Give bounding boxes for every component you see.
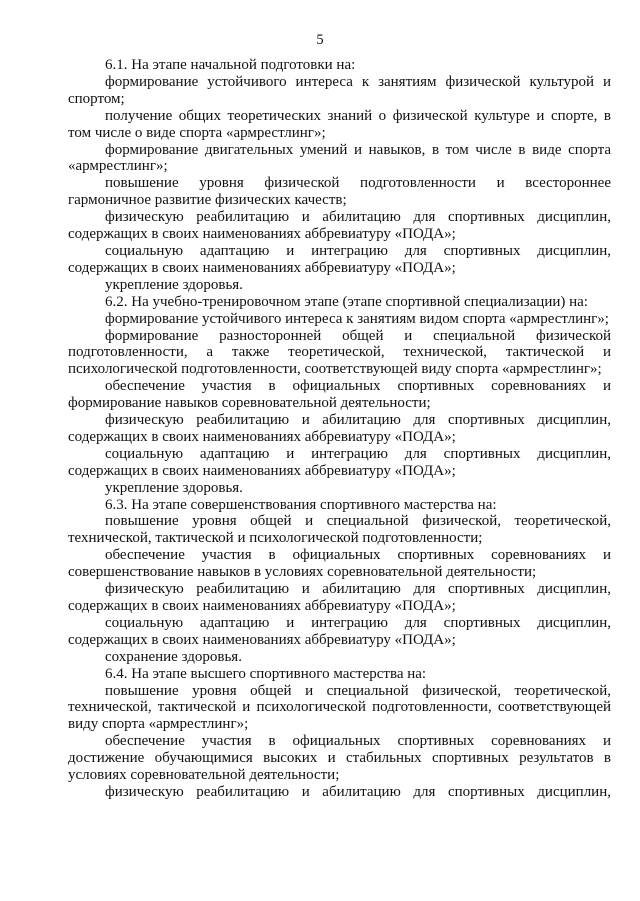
paragraph: 6.1. На этапе начальной подготовки на: [105, 57, 356, 73]
paragraph: 6.3. На этапе совершенствования спортивного мастерства на: [105, 496, 497, 513]
paragraph: формирование устойчивого интереса к занятиям видом спорта «армрестлинг»; [105, 310, 609, 327]
paragraph: формирование двигательных умений и навыков, в том числе в виде спорта «армрестлинг»; [68, 141, 611, 175]
paragraph: обеспечение участия в официальных спортивных соревнованиях и формирование навыков соревновательной деятельности; [68, 378, 611, 412]
paragraph: получение общих теоретических знаний о физической культуре и спорте, в том числе о виде спорта «армрестлинг»; [68, 107, 611, 141]
paragraph: обеспечение участия в официальных спортивных соревнованиях и достижение обучающимися высоких и стабильных спортивных результатов в условиях соревновательной деятельности; [68, 733, 611, 784]
paragraph: социальную адаптацию и интеграцию для спортивных дисциплин, содержащих в своих наименованиях аббревиатуру «ПОДА»; [68, 614, 611, 648]
paragraph: физическую реабилитацию и абилитацию для спортивных дисциплин, содержащих в своих наименованиях аббревиатуру «ПОДА»; [68, 412, 611, 445]
document-body [68, 57, 611, 801]
paragraph: 6.2. На учебно-тренировочном этапе (этапе спортивной специализации) на: [105, 293, 588, 310]
paragraph: повышение уровня общей и специальной физической, теоретической, технической, тактической и психологической подготовленности; [68, 513, 611, 547]
paragraph: 6.4. На этапе высшего спортивного мастерства на: [105, 665, 427, 682]
paragraph: социальную адаптацию и интеграцию для спортивных дисциплин, содержащих в своих наименованиях аббревиатуру «ПОДА»; [68, 445, 611, 479]
paragraph: повышение уровня физической подготовленности и всестороннее гармоничное развитие физических качеств; [68, 175, 611, 209]
paragraph: обеспечение участия в официальных спортивных соревнованиях и совершенствование навыков в условиях соревновательной деятельности; [68, 547, 611, 581]
paragraph: повышение уровня общей и специальной физической, теоретической, технической, тактической и психологической подготовленности, соответствующей виду спорта «армрестлинг»; [68, 682, 611, 733]
paragraph: социальную адаптацию и интеграцию для спортивных дисциплин, содержащих в своих наименованиях аббревиатуру «ПОДА»; [68, 242, 611, 276]
paragraph: формирование разносторонней общей и специальной физической подготовленности, а также теоретической, технической, тактической и психологической подготовленности, соответствующей виду спорта «армрестлинг»; [68, 327, 611, 378]
paragraph: физическую реабилитацию и абилитацию для спортивных дисциплин, содержащих в своих наименованиях аббревиатуру «ПОДА»; [68, 209, 611, 243]
paragraph: формирование устойчивого интереса к занятиям физической культурой и спортом; [68, 73, 611, 107]
paragraph: сохранение здоровья. [105, 648, 242, 665]
paragraph: физическую реабилитацию и абилитацию для спортивных дисциплин, [105, 783, 611, 800]
paragraph: физическую реабилитацию и абилитацию для спортивных дисциплин, содержащих в своих наименованиях аббревиатуру «ПОДА»; [68, 581, 611, 614]
paragraph: укрепление здоровья. [105, 276, 243, 293]
page-number: 5 [316, 32, 324, 48]
paragraph: укрепление здоровья. [105, 479, 243, 496]
